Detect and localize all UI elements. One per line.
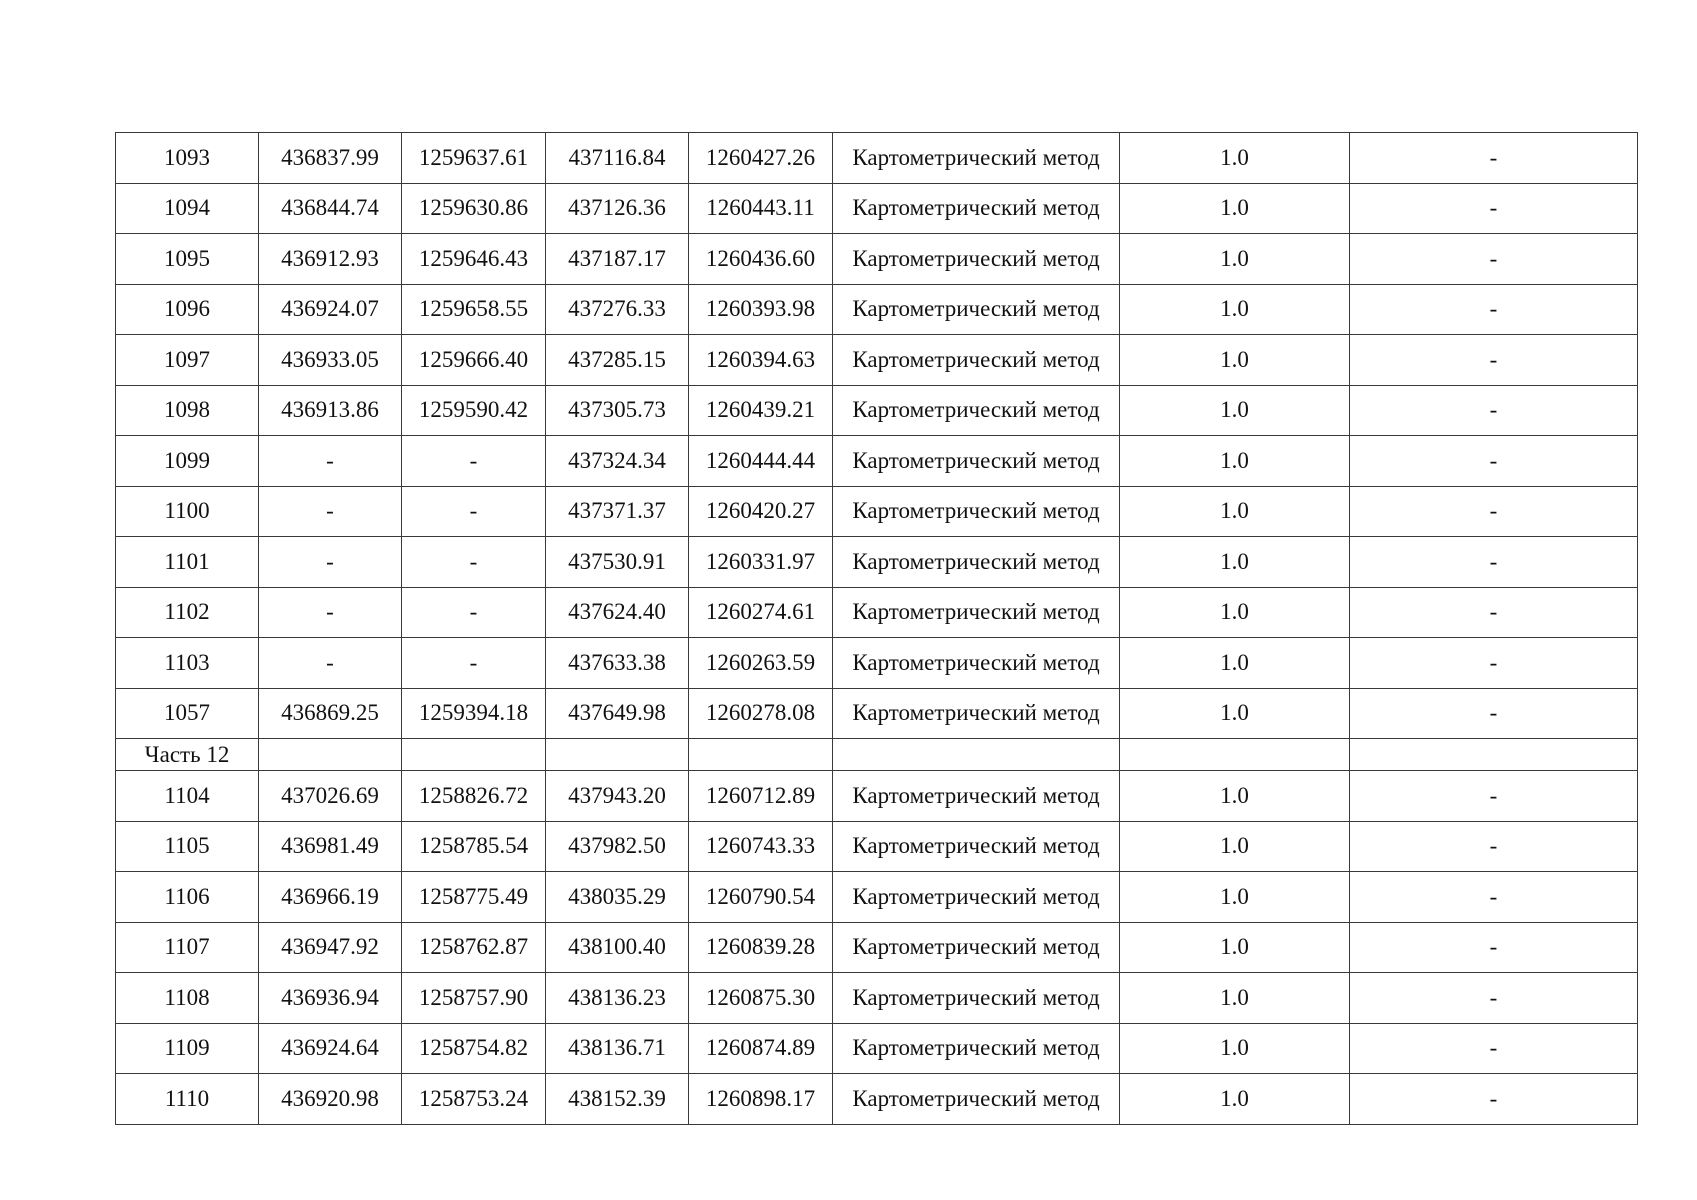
point-number-cell: 1106	[116, 872, 259, 923]
point-number-cell: 1095	[116, 234, 259, 285]
empty-cell	[1120, 739, 1350, 771]
method-cell: Картометрический метод	[833, 1023, 1120, 1074]
method-cell: Картометрический метод	[833, 436, 1120, 487]
accuracy-cell: 1.0	[1120, 638, 1350, 689]
part-label: Часть 12	[116, 739, 259, 771]
old-x-cell: -	[259, 537, 402, 588]
part-header-row	[116, 739, 1638, 771]
table-row	[116, 183, 1638, 234]
method-cell: Картометрический метод	[833, 385, 1120, 436]
accuracy-cell: 1.0	[1120, 1074, 1350, 1125]
new-x-cell: 437633.38	[546, 638, 689, 689]
old-x-cell: 436936.94	[259, 973, 402, 1024]
old-y-cell: 1259658.55	[402, 284, 546, 335]
accuracy-cell: 1.0	[1120, 537, 1350, 588]
description-cell: -	[1350, 638, 1638, 689]
description-cell: -	[1350, 133, 1638, 184]
old-y-cell: 1259394.18	[402, 688, 546, 739]
new-y-cell: 1260436.60	[689, 234, 833, 285]
old-x-cell: 436947.92	[259, 922, 402, 973]
new-x-cell: 437530.91	[546, 537, 689, 588]
new-y-cell: 1260331.97	[689, 537, 833, 588]
method-cell: Картометрический метод	[833, 537, 1120, 588]
new-y-cell: 1260393.98	[689, 284, 833, 335]
old-y-cell: -	[402, 486, 546, 537]
point-number-cell: 1107	[116, 922, 259, 973]
method-cell: Картометрический метод	[833, 872, 1120, 923]
table-row	[116, 1023, 1638, 1074]
point-number-cell: 1108	[116, 973, 259, 1024]
accuracy-cell: 1.0	[1120, 284, 1350, 335]
new-y-cell: 1260444.44	[689, 436, 833, 487]
description-cell: -	[1350, 587, 1638, 638]
old-x-cell: -	[259, 587, 402, 638]
accuracy-cell: 1.0	[1120, 234, 1350, 285]
description-cell: -	[1350, 234, 1638, 285]
new-x-cell: 437371.37	[546, 486, 689, 537]
new-x-cell: 438100.40	[546, 922, 689, 973]
table-row	[116, 638, 1638, 689]
empty-cell	[259, 739, 402, 771]
new-x-cell: 437324.34	[546, 436, 689, 487]
old-x-cell: 436933.05	[259, 335, 402, 386]
point-number-cell: 1100	[116, 486, 259, 537]
table-row	[116, 771, 1638, 822]
accuracy-cell: 1.0	[1120, 183, 1350, 234]
point-number-cell: 1104	[116, 771, 259, 822]
old-y-cell: 1258757.90	[402, 973, 546, 1024]
old-y-cell: 1258753.24	[402, 1074, 546, 1125]
old-y-cell: 1259637.61	[402, 133, 546, 184]
new-x-cell: 437116.84	[546, 133, 689, 184]
point-number-cell: 1105	[116, 821, 259, 872]
point-number-cell: 1097	[116, 335, 259, 386]
accuracy-cell: 1.0	[1120, 1023, 1350, 1074]
point-number-cell: 1057	[116, 688, 259, 739]
new-y-cell: 1260443.11	[689, 183, 833, 234]
new-y-cell: 1260712.89	[689, 771, 833, 822]
new-x-cell: 437649.98	[546, 688, 689, 739]
old-y-cell: 1259666.40	[402, 335, 546, 386]
point-number-cell: 1109	[116, 1023, 259, 1074]
description-cell: -	[1350, 1074, 1638, 1125]
old-x-cell: -	[259, 638, 402, 689]
accuracy-cell: 1.0	[1120, 771, 1350, 822]
description-cell: -	[1350, 436, 1638, 487]
new-y-cell: 1260875.30	[689, 973, 833, 1024]
old-y-cell: 1258754.82	[402, 1023, 546, 1074]
old-x-cell: -	[259, 486, 402, 537]
old-y-cell: -	[402, 638, 546, 689]
old-x-cell: 436837.99	[259, 133, 402, 184]
table-row	[116, 688, 1638, 739]
method-cell: Картометрический метод	[833, 771, 1120, 822]
old-x-cell: 436844.74	[259, 183, 402, 234]
new-x-cell: 437982.50	[546, 821, 689, 872]
method-cell: Картометрический метод	[833, 284, 1120, 335]
new-x-cell: 437126.36	[546, 183, 689, 234]
old-y-cell: 1258762.87	[402, 922, 546, 973]
old-y-cell: 1259630.86	[402, 183, 546, 234]
new-y-cell: 1260874.89	[689, 1023, 833, 1074]
old-y-cell: 1258785.54	[402, 821, 546, 872]
point-number-cell: 1094	[116, 183, 259, 234]
empty-cell	[1350, 739, 1638, 771]
table-row	[116, 335, 1638, 386]
old-y-cell: -	[402, 587, 546, 638]
new-y-cell: 1260394.63	[689, 335, 833, 386]
old-x-cell: 436966.19	[259, 872, 402, 923]
table-row	[116, 436, 1638, 487]
accuracy-cell: 1.0	[1120, 133, 1350, 184]
method-cell: Картометрический метод	[833, 587, 1120, 638]
empty-cell	[402, 739, 546, 771]
new-x-cell: 438136.71	[546, 1023, 689, 1074]
table-row	[116, 537, 1638, 588]
method-cell: Картометрический метод	[833, 234, 1120, 285]
old-y-cell: 1259590.42	[402, 385, 546, 436]
old-x-cell: 436913.86	[259, 385, 402, 436]
table-row	[116, 1074, 1638, 1125]
old-x-cell: 436920.98	[259, 1074, 402, 1125]
description-cell: -	[1350, 486, 1638, 537]
new-y-cell: 1260263.59	[689, 638, 833, 689]
accuracy-cell: 1.0	[1120, 821, 1350, 872]
method-cell: Картометрический метод	[833, 133, 1120, 184]
method-cell: Картометрический метод	[833, 973, 1120, 1024]
table-row	[116, 486, 1638, 537]
method-cell: Картометрический метод	[833, 922, 1120, 973]
old-x-cell: -	[259, 436, 402, 487]
description-cell: -	[1350, 688, 1638, 739]
old-y-cell: -	[402, 537, 546, 588]
old-x-cell: 436924.64	[259, 1023, 402, 1074]
new-x-cell: 437624.40	[546, 587, 689, 638]
description-cell: -	[1350, 771, 1638, 822]
empty-cell	[546, 739, 689, 771]
new-y-cell: 1260839.28	[689, 922, 833, 973]
old-x-cell: 436924.07	[259, 284, 402, 335]
point-number-cell: 1099	[116, 436, 259, 487]
old-x-cell: 437026.69	[259, 771, 402, 822]
description-cell: -	[1350, 1023, 1638, 1074]
accuracy-cell: 1.0	[1120, 688, 1350, 739]
new-y-cell: 1260278.08	[689, 688, 833, 739]
empty-cell	[833, 739, 1120, 771]
method-cell: Картометрический метод	[833, 688, 1120, 739]
point-number-cell: 1103	[116, 638, 259, 689]
old-y-cell: 1258775.49	[402, 872, 546, 923]
point-number-cell: 1093	[116, 133, 259, 184]
point-number-cell: 1110	[116, 1074, 259, 1125]
method-cell: Картометрический метод	[833, 486, 1120, 537]
method-cell: Картометрический метод	[833, 821, 1120, 872]
accuracy-cell: 1.0	[1120, 486, 1350, 537]
table-row	[116, 922, 1638, 973]
table-row	[116, 821, 1638, 872]
new-x-cell: 438136.23	[546, 973, 689, 1024]
old-x-cell: 436869.25	[259, 688, 402, 739]
new-x-cell: 437943.20	[546, 771, 689, 822]
accuracy-cell: 1.0	[1120, 872, 1350, 923]
description-cell: -	[1350, 183, 1638, 234]
new-y-cell: 1260790.54	[689, 872, 833, 923]
new-x-cell: 438152.39	[546, 1074, 689, 1125]
method-cell: Картометрический метод	[833, 1074, 1120, 1125]
new-x-cell: 438035.29	[546, 872, 689, 923]
coordinates-table	[115, 132, 1638, 1125]
method-cell: Картометрический метод	[833, 183, 1120, 234]
table-row	[116, 284, 1638, 335]
accuracy-cell: 1.0	[1120, 385, 1350, 436]
new-y-cell: 1260427.26	[689, 133, 833, 184]
old-x-cell: 436912.93	[259, 234, 402, 285]
point-number-cell: 1098	[116, 385, 259, 436]
point-number-cell: 1102	[116, 587, 259, 638]
accuracy-cell: 1.0	[1120, 335, 1350, 386]
point-number-cell: 1096	[116, 284, 259, 335]
accuracy-cell: 1.0	[1120, 587, 1350, 638]
accuracy-cell: 1.0	[1120, 973, 1350, 1024]
description-cell: -	[1350, 922, 1638, 973]
table-row	[116, 385, 1638, 436]
table-row	[116, 234, 1638, 285]
description-cell: -	[1350, 973, 1638, 1024]
method-cell: Картометрический метод	[833, 638, 1120, 689]
point-number-cell: 1101	[116, 537, 259, 588]
description-cell: -	[1350, 821, 1638, 872]
new-y-cell: 1260274.61	[689, 587, 833, 638]
new-y-cell: 1260420.27	[689, 486, 833, 537]
old-y-cell: 1258826.72	[402, 771, 546, 822]
description-cell: -	[1350, 872, 1638, 923]
new-y-cell: 1260898.17	[689, 1074, 833, 1125]
table-row	[116, 872, 1638, 923]
old-x-cell: 436981.49	[259, 821, 402, 872]
table-row	[116, 133, 1638, 184]
table-row	[116, 973, 1638, 1024]
table-row	[116, 587, 1638, 638]
description-cell: -	[1350, 537, 1638, 588]
description-cell: -	[1350, 385, 1638, 436]
new-y-cell: 1260439.21	[689, 385, 833, 436]
new-x-cell: 437285.15	[546, 335, 689, 386]
new-y-cell: 1260743.33	[689, 821, 833, 872]
empty-cell	[689, 739, 833, 771]
new-x-cell: 437305.73	[546, 385, 689, 436]
description-cell: -	[1350, 284, 1638, 335]
new-x-cell: 437276.33	[546, 284, 689, 335]
accuracy-cell: 1.0	[1120, 922, 1350, 973]
new-x-cell: 437187.17	[546, 234, 689, 285]
old-y-cell: 1259646.43	[402, 234, 546, 285]
accuracy-cell: 1.0	[1120, 436, 1350, 487]
method-cell: Картометрический метод	[833, 335, 1120, 386]
table-body	[116, 133, 1638, 1125]
description-cell: -	[1350, 335, 1638, 386]
old-y-cell: -	[402, 436, 546, 487]
